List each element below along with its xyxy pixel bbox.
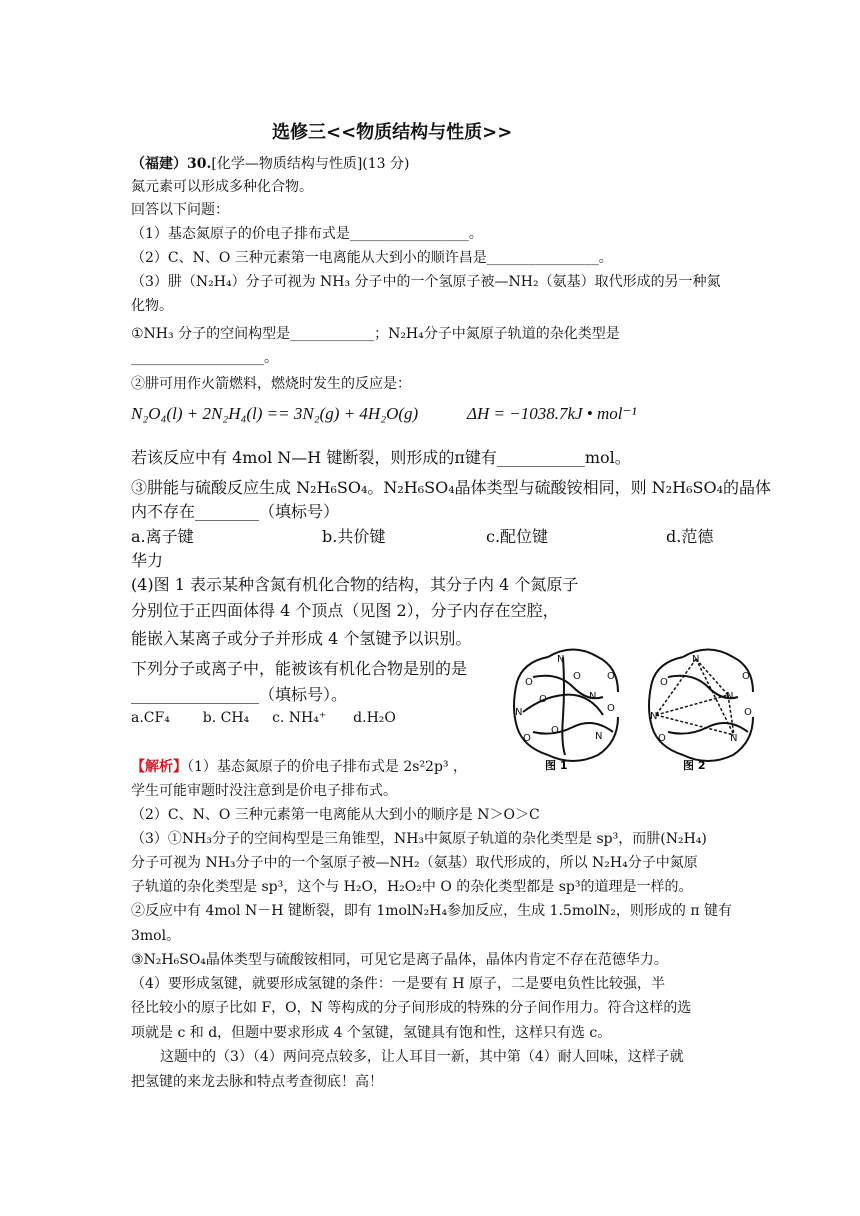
question-source: （福建）30. (131, 156, 212, 172)
atom-o: O (525, 677, 533, 688)
question-4-line: 分别位于正四面体得 4 个顶点（见图 2），分子内存在空腔， (131, 601, 559, 620)
atom-n: N (515, 707, 523, 718)
atom-n: N (650, 711, 658, 722)
option-d: d.范德 (666, 527, 714, 546)
atom-o: O (660, 677, 668, 688)
option-q4-c: c. NH₄⁺ (272, 710, 327, 726)
question-3-line: 化物。 (131, 298, 173, 314)
analysis-3-line: 分子可视为 NH₃分子中的一个氢原子被—NH₂（氨基）取代形成的，所以 N₂H₄分子中氮原 (131, 855, 698, 871)
analysis-4-line: 项就是 c 和 d，但题中要求形成 4 个氢键，氢键具有饱和性，这样只有选 c。 (131, 1025, 612, 1041)
option-b: b.共价键 (322, 527, 386, 546)
atom-n: N (595, 731, 603, 742)
analysis-1-text: （1）基态氮原子的价电子排布式是 2s²2p³ ， (187, 759, 467, 775)
question-3a-line: ①NH₃ 分子的空间构型是____________；N₂H₄分子中氮原子轨道的杂化类型是 (131, 326, 620, 342)
question-3c-line: ③肼能与硫酸反应生成 N₂H₆SO₄。N₂H₆SO₄晶体类型与硫酸铵相同，则 N₂H₆SO₄的晶体 (131, 478, 771, 497)
option-c: c.配位键 (486, 527, 549, 546)
atom-o: O (744, 707, 752, 718)
analysis-tag: 【解析】 (131, 759, 187, 775)
intro-line: 回答以下问题： (131, 202, 229, 218)
question-3-line: （3）肼（N₂H₄）分子可视为 NH₃ 分子中的一个氢原子被—NH₂（氨基）取代形成的另一种氮 (131, 274, 721, 290)
option-d-wrap: 华力 (131, 551, 164, 570)
enthalpy-text: ΔH = −1038.7kJ • mol⁻¹ (467, 404, 637, 423)
analysis-3-line: 子轨道的杂化类型是 sp³，这个与 H₂O，H₂O₂中 O 的杂化类型都是 sp³的道理是一样的。 (131, 879, 693, 895)
question-4-line: 下列分子或离子中，能被该有机化合物是别的是 (131, 659, 468, 678)
reaction-equation (131, 404, 637, 424)
analysis-3-line: 3mol。 (131, 928, 181, 944)
question-1: （1）基态氮原子的价电子排布式是_________________。 (131, 226, 483, 242)
question-2: （2）C、N、O 三种元素第一电离能从大到小的顺许昌是________________。 (131, 250, 613, 266)
question-3b-line: ②肼可用作火箭燃料，燃烧时发生的反应是： (131, 376, 411, 392)
atom-o: O (742, 671, 750, 682)
comment-line: 这题中的（3）（4）两问亮点较多，让人耳目一新，其中第（4）耐人回味，这样子就 (160, 1049, 684, 1065)
figure-2-tetrahedron (649, 650, 753, 762)
question-header (131, 154, 409, 174)
option-a: a.离子键 (131, 527, 194, 546)
question-3a-line: ___________________。 (131, 350, 278, 366)
atom-o: O (573, 671, 581, 682)
analysis-1-line: 学生可能审题时没注意到是价电子排布式。 (131, 783, 397, 799)
atom-o: O (607, 703, 615, 714)
question-4-line: ________________（填标号）。 (131, 685, 348, 704)
structure-figures (503, 637, 769, 774)
analysis-4-line: 径比较小的原子比如 F，O，N 等构成的分子间形成的特殊的分子间作用力。符合这样的选 (131, 1000, 692, 1016)
analysis-3-line: （3）①NH₃分子的空间构型是三角锥型，NH₃中氮原子轨道的杂化类型是 sp³，而肼(N₂H₄) (131, 831, 707, 847)
atom-o: O (551, 725, 559, 736)
option-q4-b: b. CH₄ (202, 710, 250, 726)
option-q4-d: d.H₂O (353, 710, 396, 726)
options-q4 (131, 708, 396, 728)
question-3b-ask: 若该反应中有 4mol N—H 键断裂，则形成的π键有___________mol。 (131, 448, 631, 467)
atom-n: N (557, 654, 565, 665)
atom-n: N (730, 733, 738, 744)
question-4-line: (4)图 1 表示某种含氮有机化合物的结构，其分子内 4 个氮原子 (131, 575, 579, 594)
question-3c-line: 内不存在________（填标号） (131, 502, 340, 521)
option-q4-a: a.CF₄ (131, 710, 170, 726)
atom-n: N (726, 691, 734, 702)
figure-2-label: 图 2 (683, 759, 706, 772)
analysis-3-line: ③N₂H₆SO₄晶体类型与硫酸铵相同，可见它是离子晶体，晶体内肯定不存在范德华力。 (131, 952, 668, 968)
analysis-1-line (131, 757, 467, 777)
analysis-2: （2）C、N、O 三种元素第一电离能从大到小的顺序是 N＞O＞C (131, 807, 540, 823)
question-4-line: 能嵌入某离子或分子并形成 4 个氢键予以识别。 (131, 629, 472, 648)
equation-text: N₂O₄(l) + 2N₂H₄(l) == 3N₂(g) + 4H₂O(g) (131, 404, 419, 423)
figure-1-label: 图 1 (545, 759, 568, 772)
atom-o: O (658, 733, 666, 744)
atom-n: N (589, 691, 597, 702)
atom-o: O (523, 733, 531, 744)
atom-o: O (607, 671, 615, 682)
analysis-4-line: （4）要形成氢键，就要形成氢键的条件：一是要有 H 原子，二是要电负性比较强，半 (131, 976, 666, 992)
question-topic: [化学—物质结构与性质](13 分) (211, 156, 410, 172)
analysis-3-line: ②反应中有 4mol N－H 键断裂，即有 1molN₂H₄参加反应，生成 1.5molN₂，则形成的 π 键有 (131, 903, 732, 919)
figure-1-cryptand (514, 650, 618, 762)
comment-line: 把氢键的来龙去脉和特点考查彻底！高！ (131, 1074, 383, 1090)
page-title: 选修三<<物质结构与性质>> (272, 122, 513, 143)
atom-n: N (692, 654, 700, 665)
intro-line: 氮元素可以形成多种化合物。 (131, 179, 313, 195)
atom-o: O (539, 694, 547, 705)
